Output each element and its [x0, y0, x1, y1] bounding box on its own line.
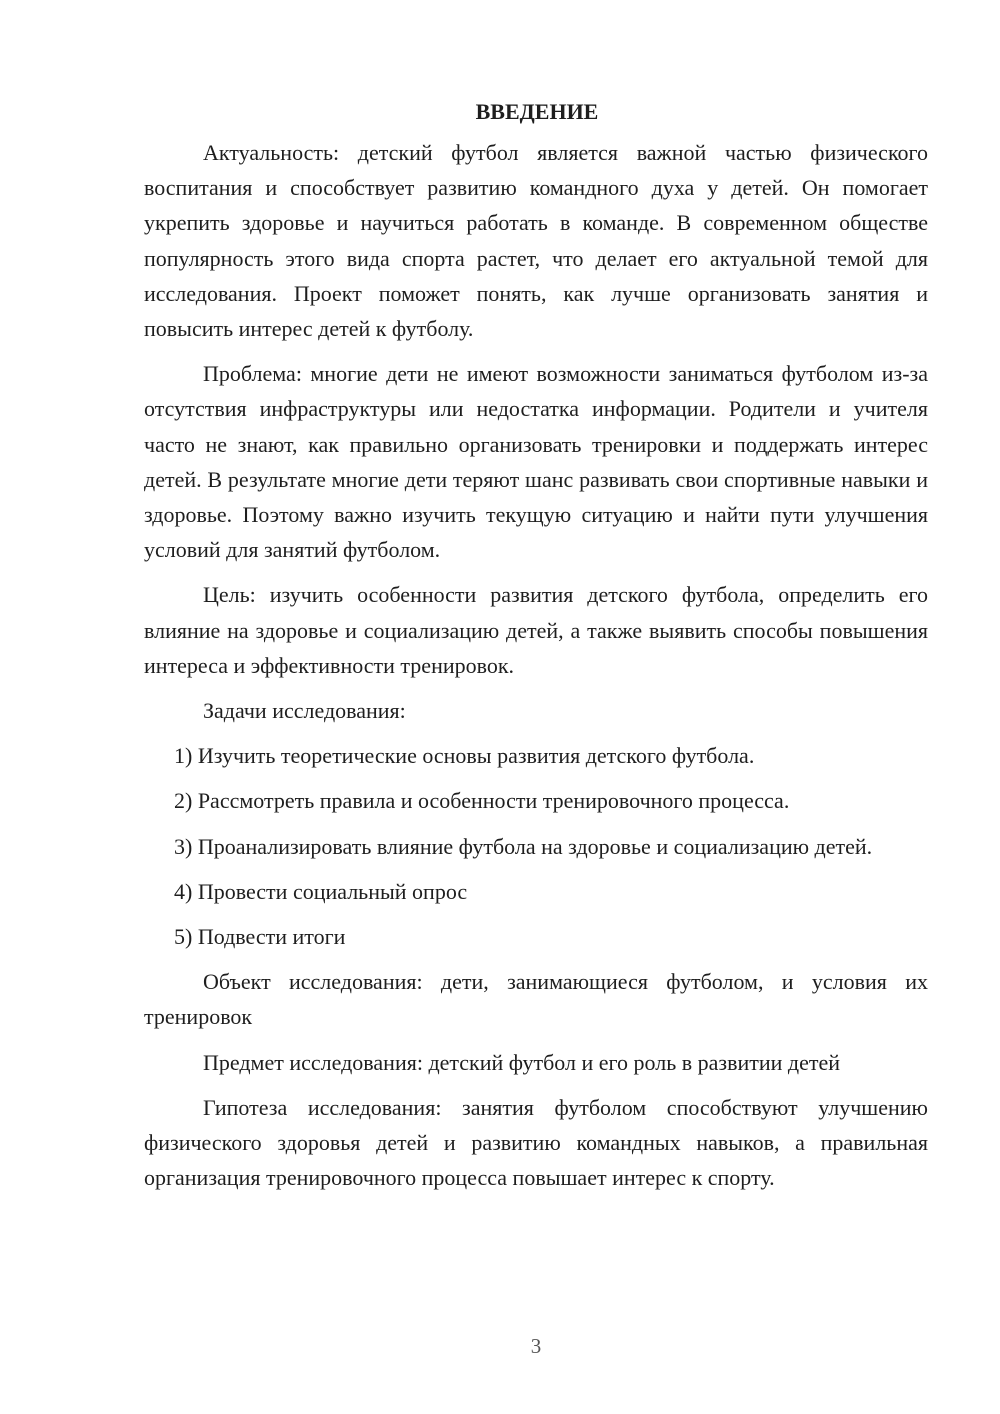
tasks-list [144, 738, 928, 954]
task-item: 3) Проанализировать влияние футбола на здоровье и социализацию детей. [174, 833, 873, 859]
page-number: 3 [530, 1334, 542, 1358]
object-paragraph: Объект исследования: дети, занимающиеся футболом, и условия их тренировок [144, 969, 928, 1030]
subject-paragraph: Предмет исследования: детский футбол и его роль в развитии детей [203, 1049, 841, 1075]
task-item: 1) Изучить теоретические основы развития детского футбола. [174, 743, 755, 769]
relevance-paragraph: Актуальность: детский футбол является важной частью физического воспитания и способствует развитию командного духа у детей. Он помогает укрепить здоровье и научиться работать в команде. В современном обществе популярность этого вида спорта растет, что делает его актуальной темой для исследования. Проект поможет понять, как лучше организовать занятия и повысить интерес детей к футболу. [144, 140, 928, 342]
page-content [144, 94, 928, 1195]
tasks-heading: Задачи исследования: [203, 698, 406, 724]
problem-paragraph: Проблема: многие дети не имеют возможности заниматься футболом из-за отсутствия инфраструктуры или недостатка информации. Родители и учителя часто не знают, как правильно организовать тренировки и поддержать интерес детей. В результате многие дети теряют шанс развивать свои спортивные навыки и здоровье. Поэтому важно изучить текущую ситуацию и найти пути улучшения условий для занятий футболом. [144, 361, 928, 563]
task-item: 2) Рассмотреть правила и особенности тренировочного процесса. [174, 788, 790, 814]
goal-paragraph: Цель: изучить особенности развития детского футбола, определить его влияние на здоровье и социализацию детей, а также выявить способы повышения интереса и эффективности тренировок. [144, 582, 928, 678]
task-item: 5) Подвести итоги [174, 924, 346, 950]
hypothesis-paragraph: Гипотеза исследования: занятия футболом способствуют улучшению физического здоровья детей и развитию командных навыков, а правильная организация тренировочного процесса повышает интерес к спорту. [144, 1094, 928, 1191]
task-item: 4) Провести социальный опрос [174, 878, 468, 904]
section-title: ВВЕДЕНИЕ [475, 99, 599, 124]
